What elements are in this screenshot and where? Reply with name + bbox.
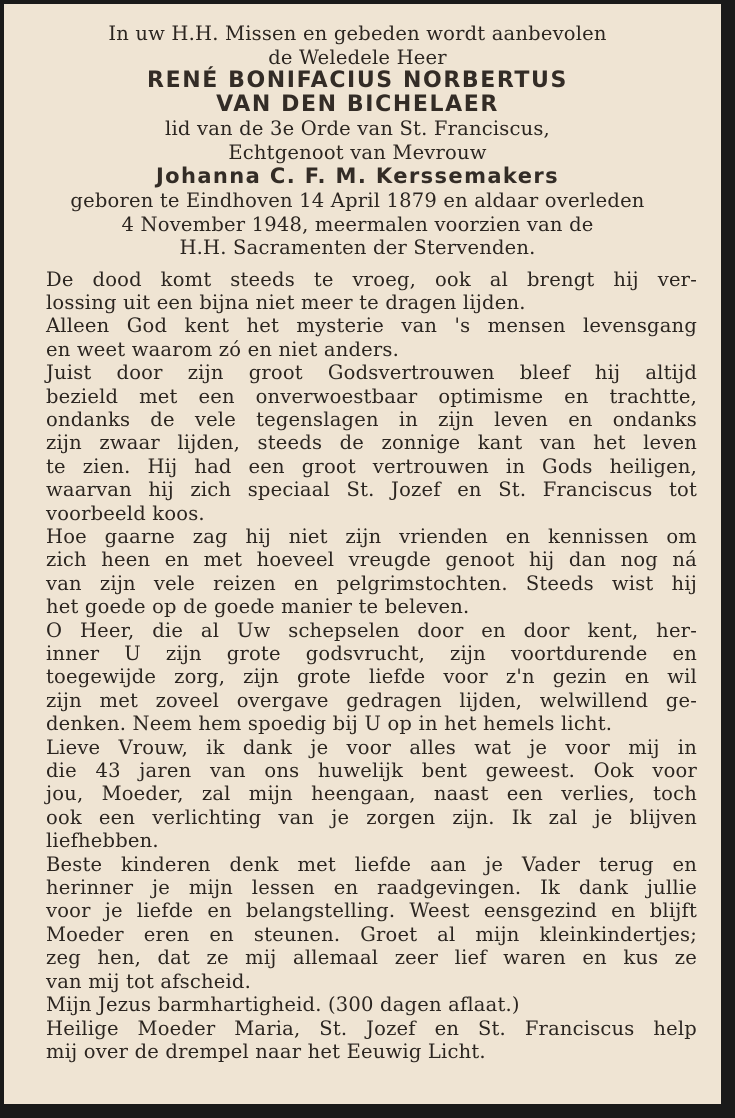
paragraph bbox=[46, 1017, 697, 1064]
intro-line: In uw H.H. Missen en gebeden wordt aanbevolen bbox=[108, 22, 607, 45]
text-line: Heilige Moeder Maria, St. Jozef en St. Franciscus help bbox=[46, 1016, 697, 1040]
text-line: Beste kinderen denk met liefde aan je Vader terug en bbox=[46, 852, 697, 876]
text-line: waarvan hij zich speciaal St. Jozef en St. Franciscus tot bbox=[46, 478, 697, 502]
text-line: die 43 jaren van ons huwelijk bent geweest. Ook voor bbox=[46, 759, 697, 783]
paragraph bbox=[46, 619, 697, 736]
text-line: jou, Moeder, zal mijn heengaan, naast een verlies, toch bbox=[46, 782, 697, 806]
text-line: het goede op de goede manier te beleven. bbox=[46, 595, 470, 619]
text-line: toegewijde zorg, zijn grote liefde voor z'n gezin en wil bbox=[46, 665, 697, 689]
text-line: De dood komt steeds te vroeg, ook al brengt hij ver- bbox=[46, 267, 697, 291]
text-line: Mijn Jezus barmhartigheid. (300 dagen aflaat.) bbox=[46, 993, 520, 1017]
text-line: Alleen God kent het mysterie van 's mensen levensgang bbox=[46, 314, 697, 338]
text-line: zich heen en met hoeveel vreugde genoot hij dan nog ná bbox=[46, 548, 697, 572]
text-line: bezield met een onverwoestbaar optimisme en trachtte, bbox=[46, 384, 697, 408]
text-line: zijn zwaar lijden, steeds de zonnige kant van het leven bbox=[46, 431, 697, 455]
paragraph bbox=[46, 853, 697, 993]
death-date-line: 4 November 1948, meermalen voorzien van de bbox=[121, 212, 594, 236]
paragraph bbox=[46, 314, 697, 361]
order-membership: lid van de 3e Orde van St. Franciscus, bbox=[165, 117, 550, 140]
text-line: inner U zijn grote godsvrucht, zijn voortdurende en bbox=[46, 642, 697, 665]
text-line: denken. Neem hem spoedig bij U op in het hemels licht. bbox=[46, 712, 613, 736]
birth-death-line: geboren te Eindhoven 14 April 1879 en aldaar overleden bbox=[70, 189, 645, 212]
text-line: te zien. Hij had een groot vertrouwen in Gods heiligen, bbox=[46, 454, 697, 478]
paragraph bbox=[46, 361, 697, 525]
title-line: de Weledele Heer bbox=[268, 45, 447, 69]
spouse-intro: Echtgenoot van Mevrouw bbox=[228, 140, 487, 164]
text-line: mij over de drempel naar het Eeuwig Licht. bbox=[46, 1039, 486, 1063]
text-line: Moeder eren en steunen. Groet al mijn kleinkindertjes; bbox=[46, 922, 697, 946]
text-line: zijn met zoveel overgave gedragen lijden, welwillend ge- bbox=[46, 688, 697, 712]
deceased-first-names: RENÉ BONIFACIUS NORBERTUS bbox=[147, 68, 568, 93]
text-line: ondanks de vele tegenslagen in zijn leven en ondanks bbox=[46, 407, 697, 431]
text-line: liefhebben. bbox=[46, 829, 159, 853]
spouse-name: Johanna C. F. M. Kerssemakers bbox=[155, 164, 560, 188]
text-line: voorbeeld koos. bbox=[46, 501, 205, 525]
text-line: Juist door zijn groot Godsvertrouwen bleef hij altijd bbox=[46, 361, 697, 385]
text-line: Lieve Vrouw, ik dank je voor alles wat je voor mij in bbox=[46, 735, 697, 759]
text-line: van zijn vele reizen en pelgrimstochten. Steeds wist hij bbox=[46, 571, 697, 595]
text-line: ook een verlichting van je zorgen zijn. Ik zal je blijven bbox=[46, 805, 697, 829]
card-header bbox=[46, 22, 669, 260]
text-line: zeg hen, dat ze mij allemaal zeer lief waren en kus ze bbox=[46, 946, 697, 970]
text-line: en weet waarom zó en niet anders. bbox=[46, 337, 400, 361]
text-line: lossing uit een bijna niet meer te dragen lijden. bbox=[46, 290, 526, 314]
text-line: van mij tot afscheid. bbox=[46, 969, 251, 993]
paragraph bbox=[46, 736, 697, 853]
sacraments-line: H.H. Sacramenten der Stervenden. bbox=[179, 236, 536, 259]
text-line: voor je liefde en belangstelling. Weest eensgezind en blijft bbox=[46, 899, 697, 923]
paragraph bbox=[46, 525, 697, 619]
paragraph bbox=[46, 268, 697, 315]
text-line: Hoe gaarne zag hij niet zijn vrienden en kennissen om bbox=[46, 524, 697, 548]
text-line: O Heer, die al Uw schepselen door en door kent, her- bbox=[46, 618, 697, 642]
deceased-surname: VAN DEN BICHELAER bbox=[216, 92, 499, 117]
paragraph bbox=[46, 993, 697, 1016]
card-body bbox=[46, 268, 697, 1064]
text-line: herinner je mijn lessen en raadgevingen. Ik dank jullie bbox=[46, 876, 697, 900]
card-paper bbox=[4, 4, 721, 1104]
